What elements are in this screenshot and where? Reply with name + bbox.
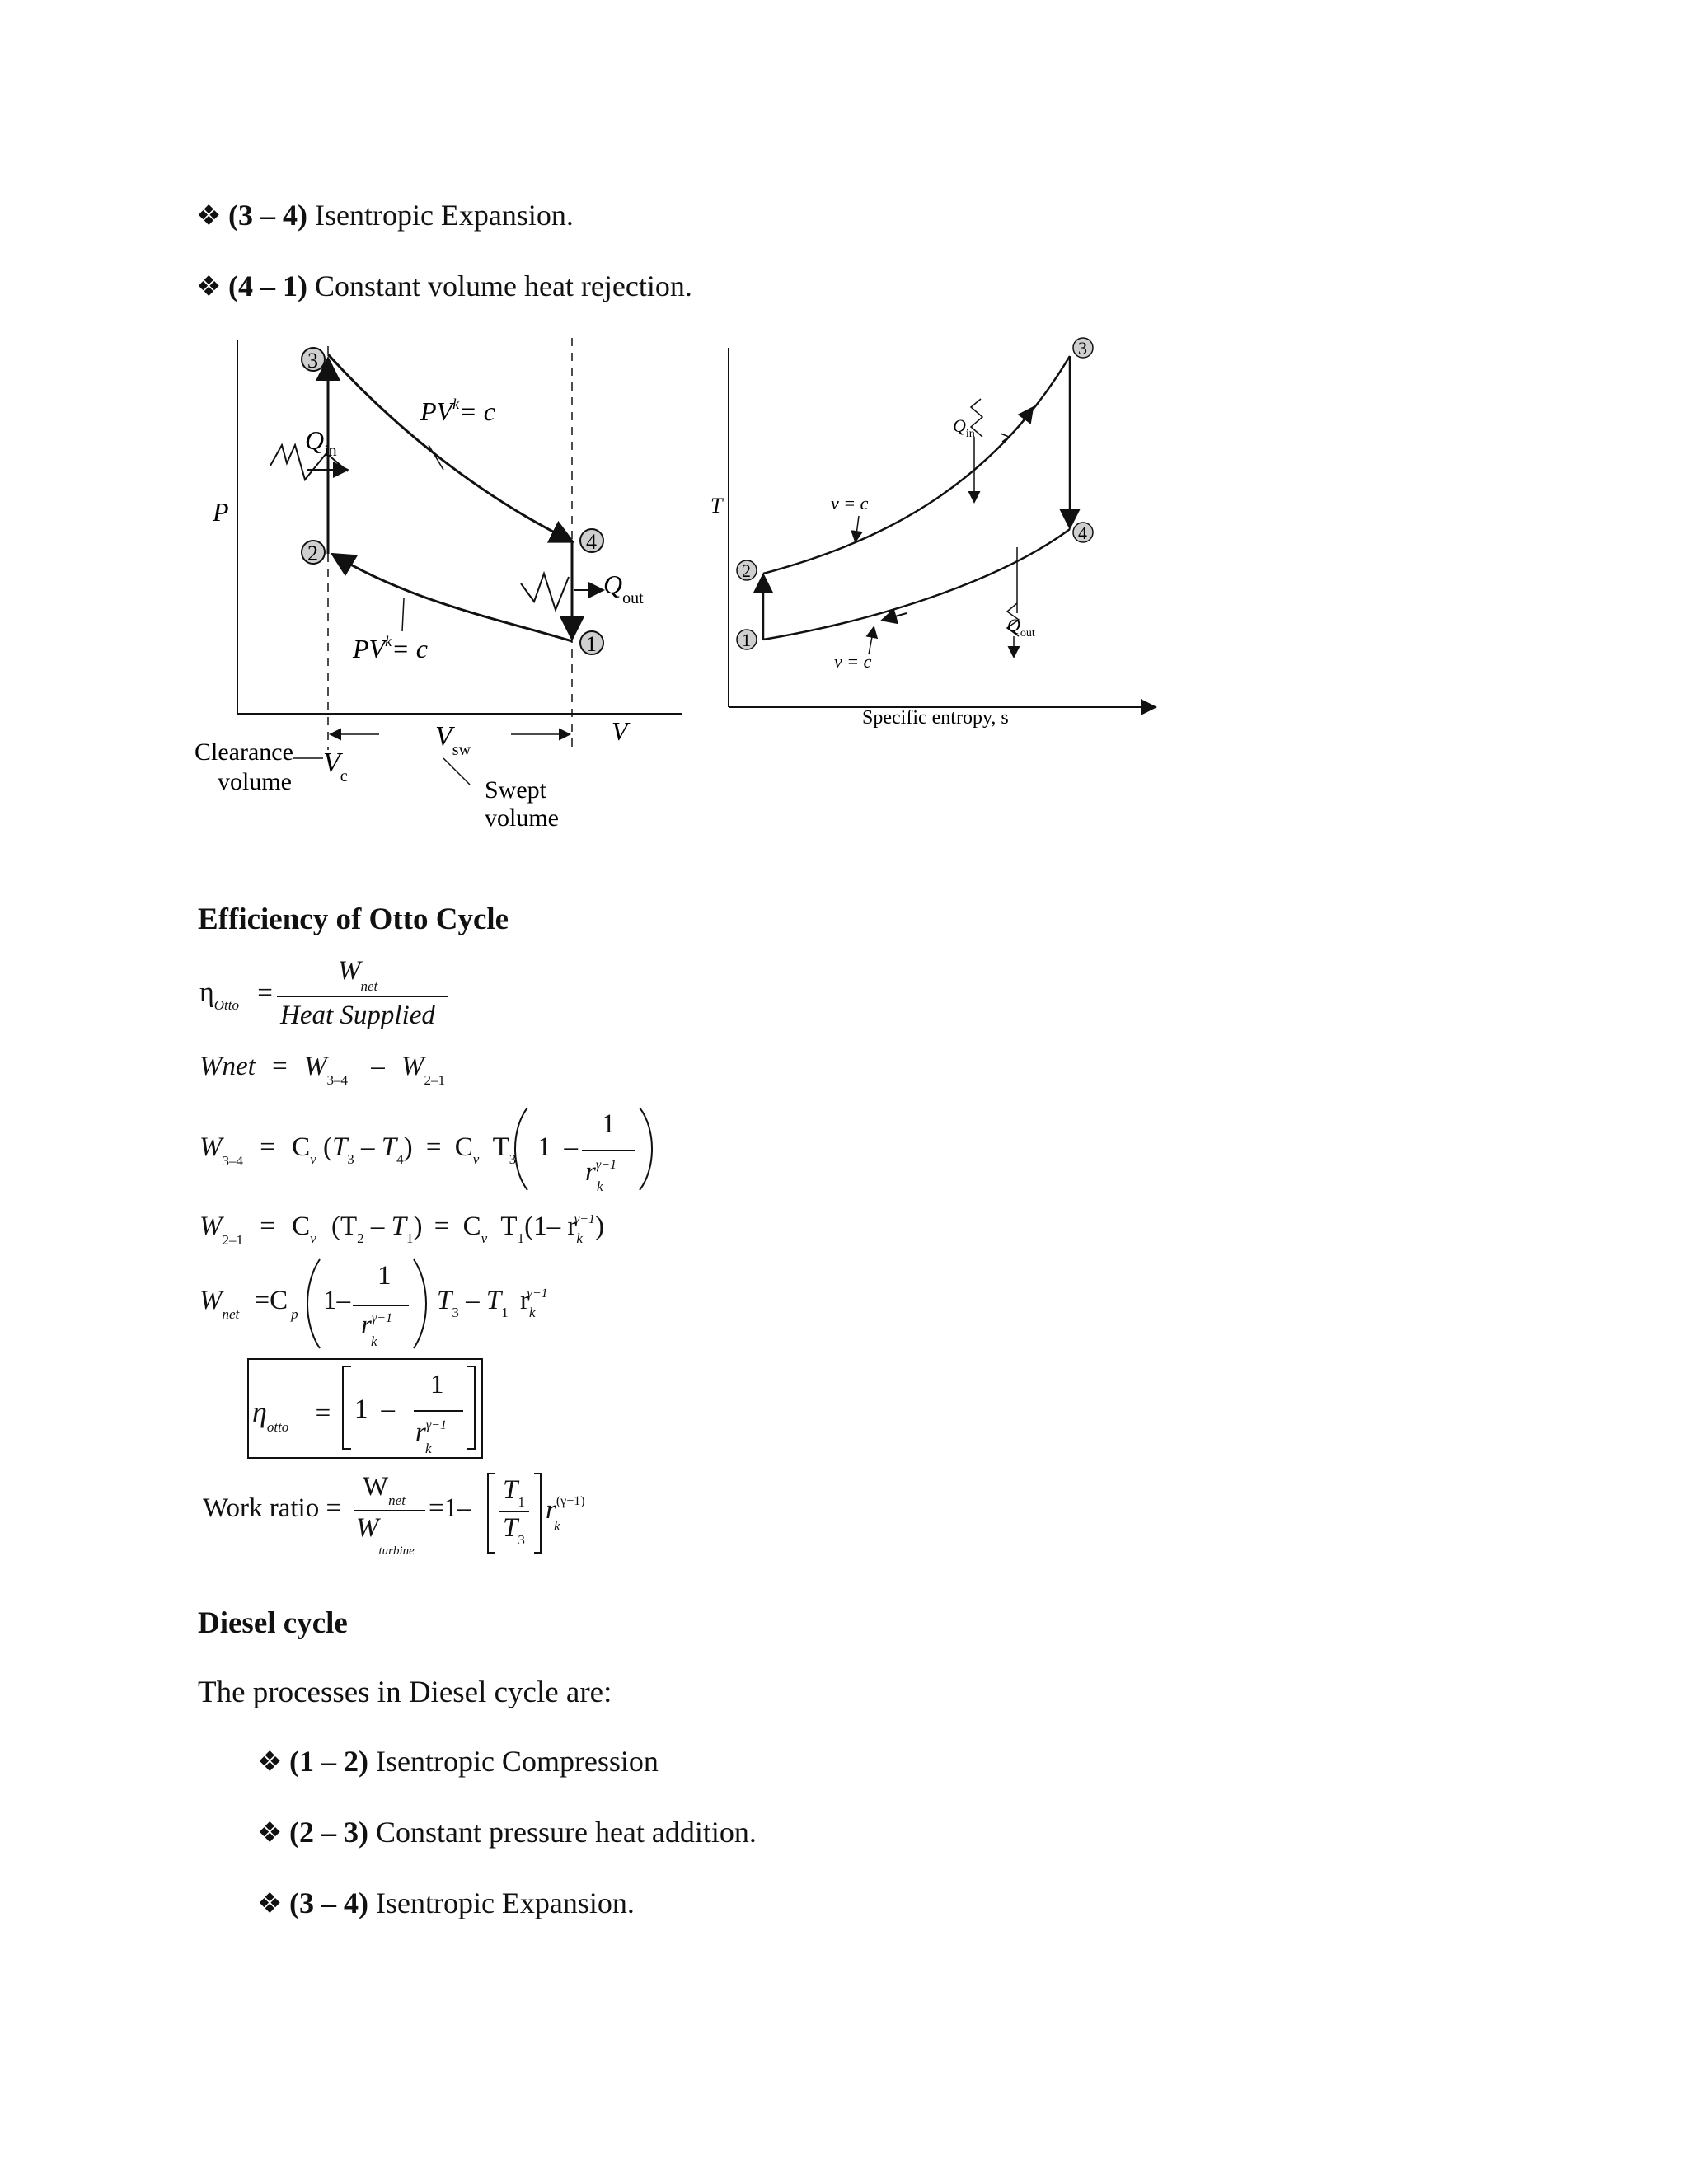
diamond-bullet-icon: ❖ [257,1889,283,1919]
wnet-frac-den: $r^{\gamma-1}$ [361,1310,392,1340]
work-ratio-rk: $r^{(\gamma-1)}$ [546,1494,585,1525]
ts-curve-2-3 [763,356,1070,574]
state-4-marker [580,529,603,554]
wnet-equation: Wnet = $W_{3-4} - W_{2-1}$ [199,1052,445,1088]
ts-state-1-marker [737,630,757,650]
work-ratio-bar [354,1510,425,1511]
p-axis-label: P [213,497,229,527]
ts-state-3-marker [1073,338,1093,359]
ts-v-const-lower: v = c [834,651,872,672]
svg-text:4: 4 [1078,523,1087,543]
svg-text:1: 1 [586,632,597,656]
ts-state-4-marker [1073,523,1093,543]
ts-diagram [709,330,1170,742]
svg-text:3: 3 [1078,338,1087,359]
vsw-label: $V_{sw}$ [435,721,471,759]
ts-q-out-label: $Q_{out}$ [1007,615,1035,640]
q-in-label: $Q_{in}$ [305,425,337,460]
diesel-heading: Diesel cycle [198,1606,348,1640]
fraction-bar [277,996,448,997]
svg-text:4: 4 [586,530,597,554]
svg-text:2: 2 [742,560,751,581]
swept-volume-label-2: volume [485,804,559,832]
state-1-marker [580,631,603,656]
svg-text:1: 1 [742,630,751,650]
work-ratio-rhs: =1– [429,1493,471,1523]
bullet-4-1: ❖ (4 – 1) Constant volume heat rejection. [196,269,692,302]
efficiency-heading: Efficiency of Otto Cycle [198,902,509,936]
w34-k-sub: k [597,1179,603,1194]
ts-state-2-marker [737,560,757,581]
work-ratio-t1: $T_1$ [503,1475,525,1510]
v-axis-label: V [612,716,628,746]
wnet-tail: $T_3 - T_1$ $r_k^{\gamma-1}$ [437,1286,548,1320]
diamond-bullet-icon: ❖ [257,1818,283,1849]
pv-diagram [181,330,709,841]
expansion-curve [328,354,570,541]
compression-curve [335,555,572,641]
diamond-bullet-icon: ❖ [257,1747,283,1778]
clearance-volume-label-2: volume [218,768,292,795]
bullet-3-4: ❖ (3 – 4) Isentropic Expansion. [196,199,574,232]
work-ratio-k-sub: k [554,1518,560,1534]
eta-otto-equation: $\eta_{Otto}$ = [199,977,273,1013]
q-out-label: $Q_{out}$ [603,569,644,607]
swept-volume-label-1: Swept [485,776,546,804]
eta-otto-frac-den: $r^{\gamma-1}$ [415,1418,447,1447]
w34-frac-num: 1 [602,1109,616,1139]
w34-inner: 1 – [537,1132,578,1162]
diesel-bullet-3-4: ❖ (3 – 4) Isentropic Expansion. [257,1886,635,1919]
work-ratio-label: Work ratio = [203,1493,342,1523]
wnet-numerator: $W_{net}$ [338,956,378,994]
work-ratio-den: $W_{turbine}$ [356,1513,415,1558]
heat-supplied-denominator: Heat Supplied [280,1001,435,1030]
upper-process-label: $PV^k= c$ [420,396,495,426]
q-out-zigzag-icon [521,574,569,610]
wnet-frac-num: 1 [377,1261,392,1291]
work-ratio-num: $W_{net}$ [363,1472,406,1508]
lower-process-label: $PV^k= c$ [353,633,428,663]
wnet-k-sub: k [371,1333,377,1349]
t-axis-label: T [710,494,723,518]
diesel-bullet-1-2: ❖ (1 – 2) Isentropic Compression [257,1745,659,1778]
ts-q-in-label: $Q_{in}$ [953,415,975,440]
eta-otto-k-sub: k [425,1441,432,1456]
vc-label: $V_c$ [323,748,348,785]
wnet-inner: 1– [323,1286,350,1315]
ts-v-const-upper: v = c [831,493,869,513]
work-ratio-t3: $T_3$ [503,1513,525,1548]
wnet-cp-equation: $W_{net} =C$ $_p$ [199,1286,298,1322]
diesel-intro: The processes in Diesel cycle are: [198,1675,612,1709]
s-axis-label: Specific entropy, s [862,707,1009,729]
svg-text:3: 3 [307,349,318,373]
eta-otto-inner: 1 – [354,1394,395,1424]
diamond-bullet-icon: ❖ [196,201,222,232]
w34-bracket [509,1104,658,1195]
svg-text:2: 2 [307,541,318,565]
ts-curve-4-1 [763,529,1070,640]
w21-equation: $W_{2-1} = C_v$ $(T_2 - T_1) = C_v$ $T_1(1-$ $r_k^{\gamma-1}$) [199,1212,604,1248]
w34-frac-den: $r^{\gamma-1}$ [585,1157,617,1187]
state-2-marker [302,541,325,565]
eta-otto-frac-num: 1 [430,1370,444,1399]
eta-otto-boxed-lhs: $\eta_{otto}$ = [252,1395,331,1435]
state-3-marker [302,348,325,373]
clearance-volume-label-1: Clearance [195,738,293,766]
diesel-bullet-2-3: ❖ (2 – 3) Constant pressure heat addition. [257,1816,757,1849]
w34-equation: $W_{3-4} = C_v$ $(T_3 - T_4) = C_v$ $T_3$ [199,1132,517,1169]
diamond-bullet-icon: ❖ [196,272,222,302]
